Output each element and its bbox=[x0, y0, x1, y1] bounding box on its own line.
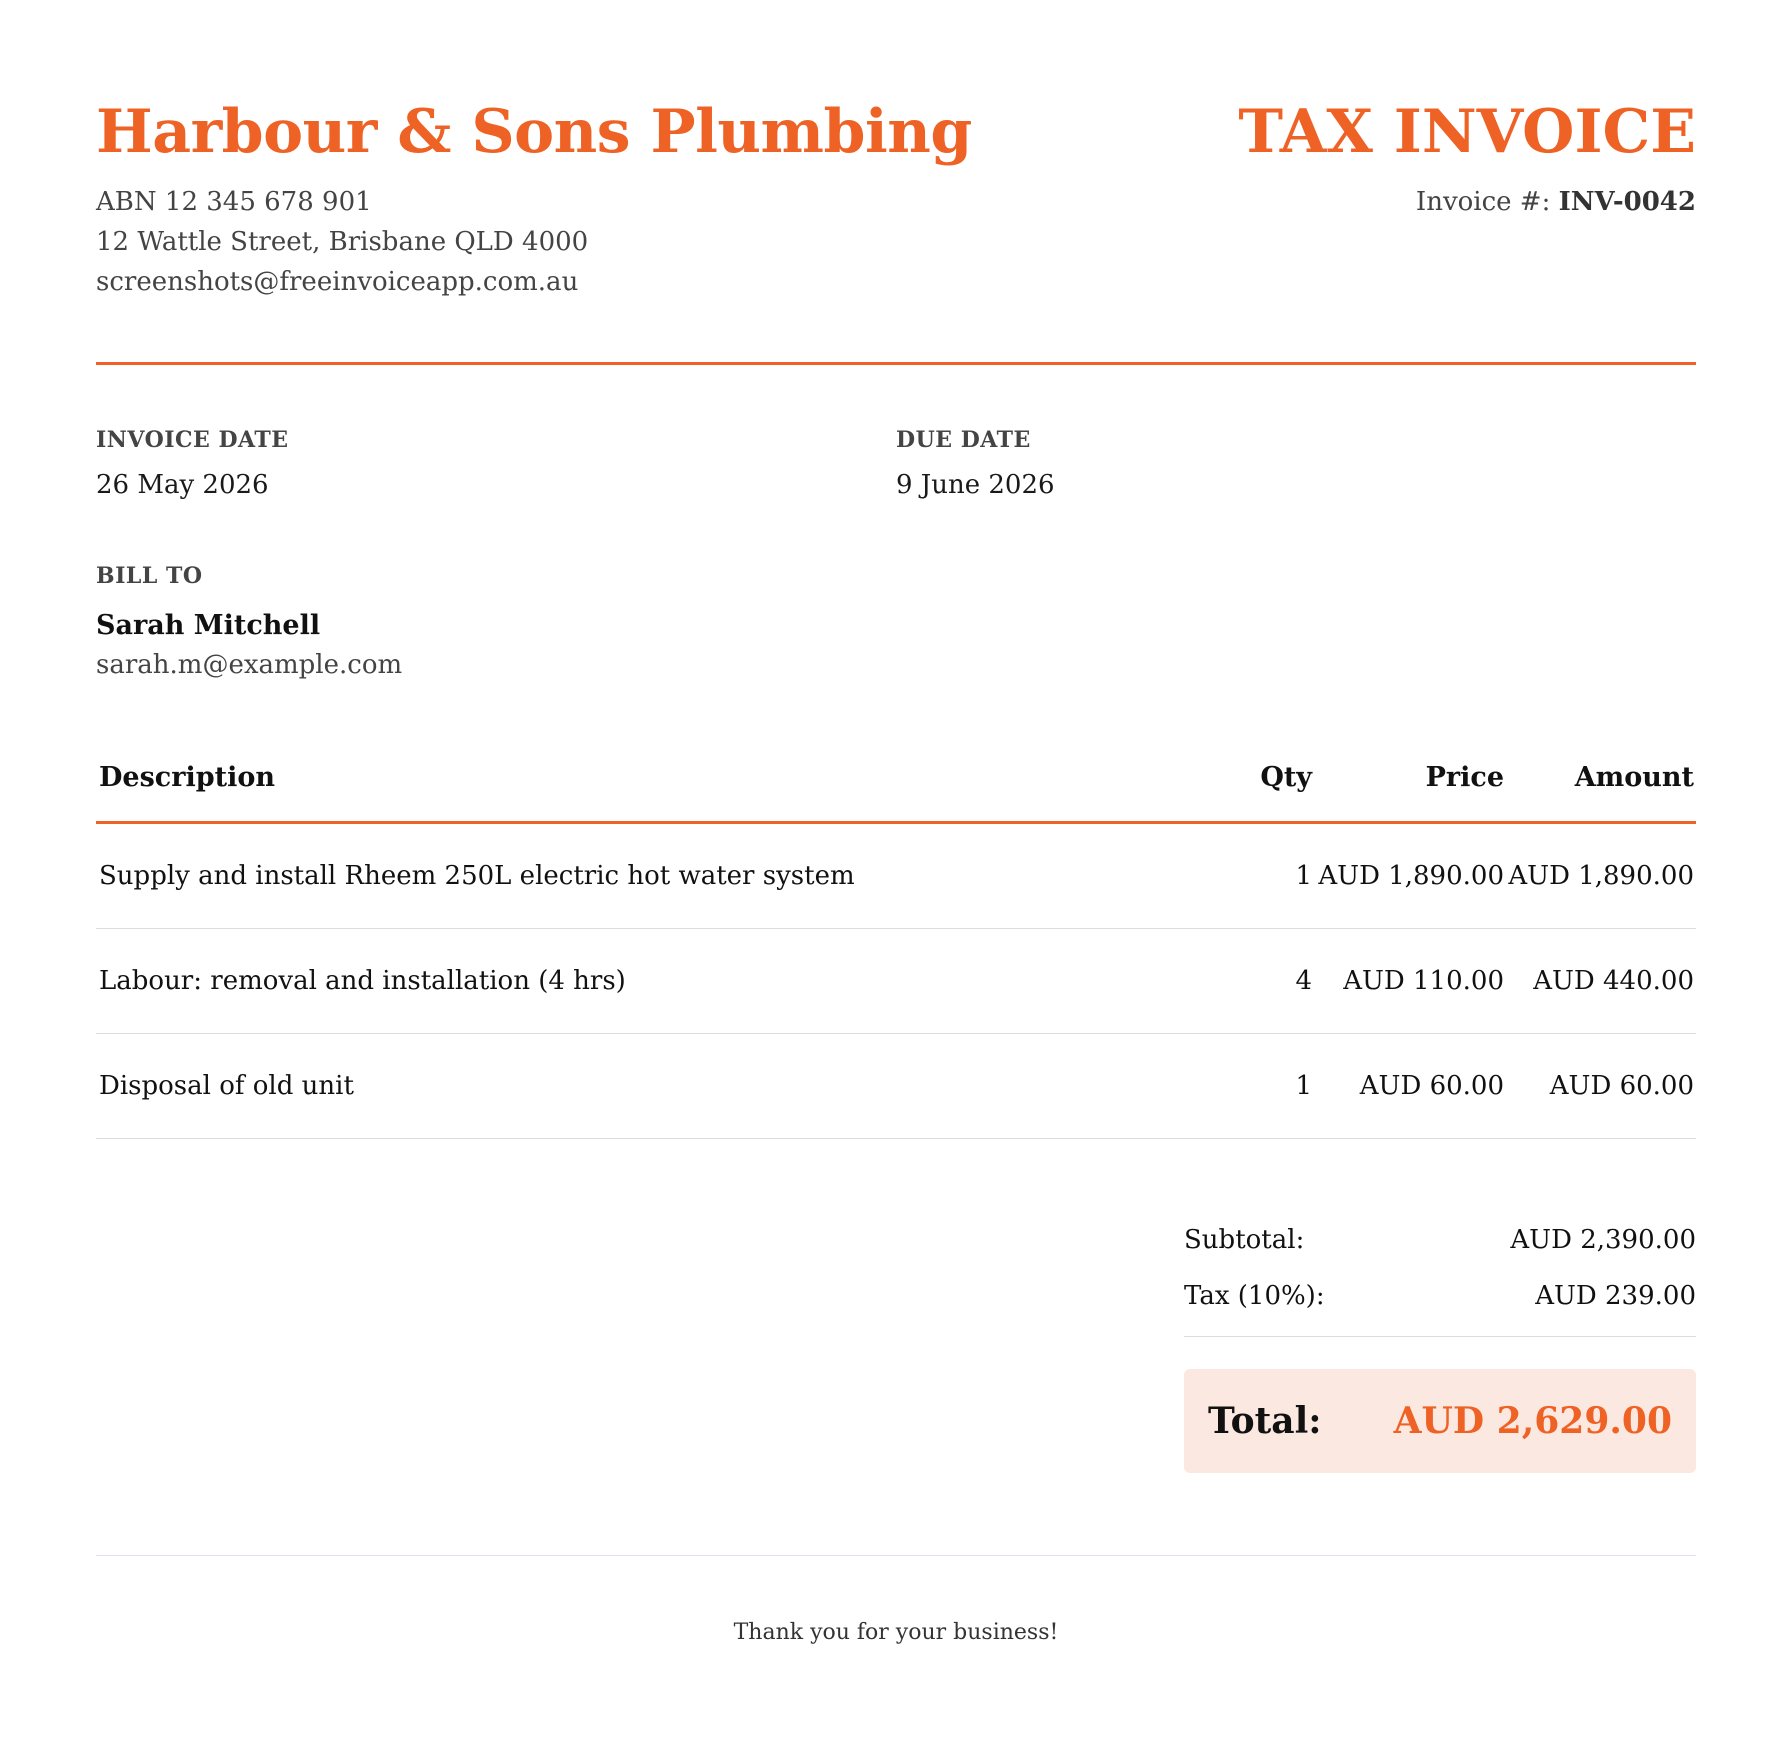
bill-to-label: BILL TO bbox=[96, 563, 203, 589]
row-description: Supply and install Rheem 250L electric hot water system bbox=[99, 861, 855, 891]
row-description: Labour: removal and installation (4 hrs) bbox=[99, 966, 626, 996]
row-qty: 1 bbox=[1295, 1071, 1312, 1101]
row-amount: AUD 440.00 bbox=[1533, 966, 1694, 996]
header-amount: Amount bbox=[1574, 761, 1694, 793]
company-abn: ABN 12 345 678 901 bbox=[96, 187, 372, 217]
company-email: screenshots@freeinvoiceapp.com.au bbox=[96, 267, 579, 297]
total-label: Total: bbox=[1208, 1400, 1322, 1442]
invoice-number-value: INV-0042 bbox=[1558, 187, 1696, 217]
tax-row bbox=[1184, 1278, 1696, 1314]
invoice-title-block bbox=[1238, 96, 1696, 222]
thank-you-note: Thank you for your business! bbox=[733, 1620, 1059, 1645]
row-qty: 4 bbox=[1295, 966, 1312, 996]
due-date-block bbox=[896, 425, 1696, 503]
company-details bbox=[96, 182, 972, 302]
invoice-date-label: INVOICE DATE bbox=[96, 427, 289, 453]
row-price: AUD 60.00 bbox=[1359, 1071, 1504, 1101]
table-row bbox=[96, 929, 1696, 1034]
header-divider bbox=[96, 362, 1696, 365]
bill-to-name: Sarah Mitchell bbox=[96, 610, 321, 641]
header-qty: Qty bbox=[1260, 761, 1312, 793]
row-qty: 1 bbox=[1295, 861, 1312, 891]
due-date-label: DUE DATE bbox=[896, 427, 1031, 453]
totals-divider bbox=[1184, 1336, 1696, 1337]
row-price: AUD 110.00 bbox=[1343, 966, 1504, 996]
grand-total-box bbox=[1184, 1369, 1696, 1473]
table-row bbox=[96, 1034, 1696, 1139]
header-description: Description bbox=[99, 761, 275, 793]
company-name: Harbour & Sons Plumbing bbox=[96, 97, 972, 167]
invoice-date-block bbox=[96, 425, 896, 503]
table-header bbox=[96, 733, 1696, 824]
row-amount: AUD 1,890.00 bbox=[1508, 861, 1694, 891]
total-value: AUD 2,629.00 bbox=[1393, 1400, 1672, 1442]
bill-to-email: sarah.m@example.com bbox=[96, 650, 403, 680]
line-items-table bbox=[96, 733, 1696, 1139]
invoice-number-line bbox=[1238, 182, 1696, 222]
row-description: Disposal of old unit bbox=[99, 1071, 354, 1101]
invoice-date-value: 26 May 2026 bbox=[96, 470, 269, 500]
subtotal-row bbox=[1184, 1222, 1696, 1258]
footer-divider bbox=[96, 1555, 1696, 1556]
due-date-value: 9 June 2026 bbox=[896, 470, 1055, 500]
tax-value: AUD 239.00 bbox=[1535, 1281, 1696, 1311]
invoice-title: TAX INVOICE bbox=[1238, 97, 1696, 167]
row-amount: AUD 60.00 bbox=[1549, 1071, 1694, 1101]
subtotal-value: AUD 2,390.00 bbox=[1510, 1225, 1696, 1255]
company-block bbox=[96, 96, 972, 302]
row-price: AUD 1,890.00 bbox=[1318, 861, 1504, 891]
company-address: 12 Wattle Street, Brisbane QLD 4000 bbox=[96, 227, 589, 257]
dates-section bbox=[96, 425, 1696, 503]
totals-section bbox=[1184, 1222, 1696, 1473]
tax-label: Tax (10%): bbox=[1184, 1281, 1325, 1311]
invoice-number-label: Invoice #: bbox=[1415, 187, 1551, 217]
table-row bbox=[96, 824, 1696, 929]
subtotal-label: Subtotal: bbox=[1184, 1225, 1305, 1255]
header-price: Price bbox=[1425, 761, 1504, 793]
invoice-header bbox=[96, 96, 1696, 302]
bill-to-section bbox=[96, 561, 1696, 683]
